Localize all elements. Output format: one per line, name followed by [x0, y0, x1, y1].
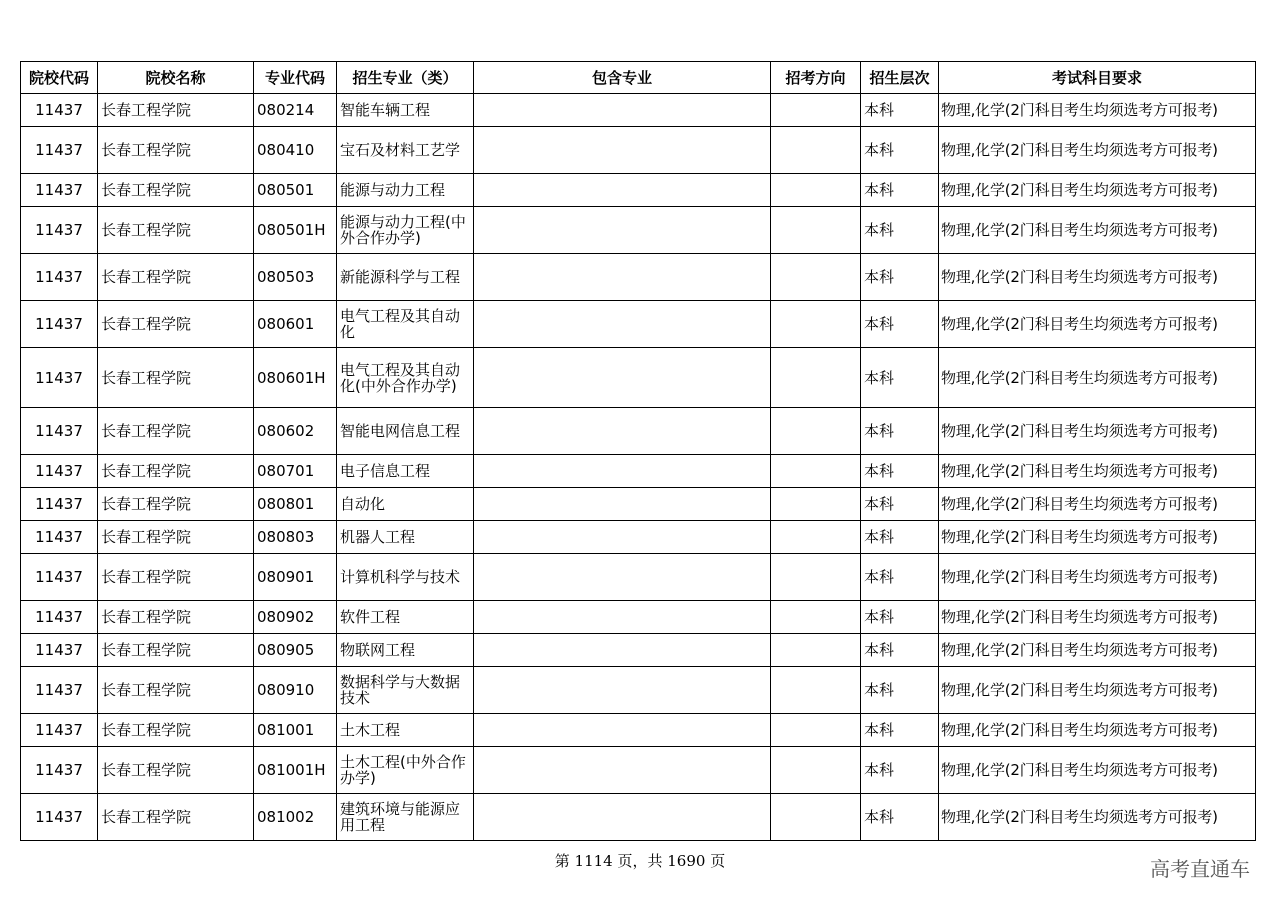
cell-direction: [771, 408, 861, 455]
cell-level: 本科: [861, 408, 939, 455]
cell-direction: [771, 667, 861, 714]
cell-level: 本科: [861, 714, 939, 747]
cell-school-name: 长春工程学院: [98, 301, 254, 348]
cell-major: 电气工程及其自动化(中外合作办学): [337, 348, 474, 408]
cell-subjects: 物理,化学(2门科目考生均须选考方可报考): [939, 127, 1256, 174]
cell-major-code: 080501H: [254, 207, 337, 254]
cell-direction: [771, 301, 861, 348]
cell-direction: [771, 601, 861, 634]
cell-direction: [771, 634, 861, 667]
cell-subjects: 物理,化学(2门科目考生均须选考方可报考): [939, 714, 1256, 747]
cell-subjects: 物理,化学(2门科目考生均须选考方可报考): [939, 408, 1256, 455]
cell-school-name: 长春工程学院: [98, 794, 254, 841]
cell-major-code: 080905: [254, 634, 337, 667]
cell-school-name: 长春工程学院: [98, 714, 254, 747]
cell-level: 本科: [861, 488, 939, 521]
cell-major-code: 080501: [254, 174, 337, 207]
cell-direction: [771, 794, 861, 841]
cell-major: 土木工程(中外合作办学): [337, 747, 474, 794]
cell-school-code: 11437: [21, 714, 98, 747]
cell-subjects: 物理,化学(2门科目考生均须选考方可报考): [939, 554, 1256, 601]
cell-includes: [474, 634, 771, 667]
cell-major: 宝石及材料工艺学: [337, 127, 474, 174]
cell-school-code: 11437: [21, 254, 98, 301]
page-number: 第 1114 页，共 1690 页: [554, 852, 726, 870]
cell-major-code: 080803: [254, 521, 337, 554]
cell-level: 本科: [861, 521, 939, 554]
cell-school-name: 长春工程学院: [98, 601, 254, 634]
cell-direction: [771, 455, 861, 488]
cell-school-code: 11437: [21, 794, 98, 841]
cell-subjects: 物理,化学(2门科目考生均须选考方可报考): [939, 634, 1256, 667]
cell-major-code: 080901: [254, 554, 337, 601]
cell-school-name: 长春工程学院: [98, 747, 254, 794]
cell-school-name: 长春工程学院: [98, 207, 254, 254]
cell-major: 新能源科学与工程: [337, 254, 474, 301]
cell-major: 智能车辆工程: [337, 94, 474, 127]
cell-subjects: 物理,化学(2门科目考生均须选考方可报考): [939, 488, 1256, 521]
cell-includes: [474, 714, 771, 747]
cell-major-code: 080902: [254, 601, 337, 634]
cell-school-name: 长春工程学院: [98, 455, 254, 488]
cell-school-code: 11437: [21, 634, 98, 667]
cell-school-name: 长春工程学院: [98, 254, 254, 301]
cell-subjects: 物理,化学(2门科目考生均须选考方可报考): [939, 207, 1256, 254]
cell-level: 本科: [861, 94, 939, 127]
cell-subjects: 物理,化学(2门科目考生均须选考方可报考): [939, 601, 1256, 634]
table-row: [21, 747, 1256, 794]
cell-major-code: 081001H: [254, 747, 337, 794]
cell-level: 本科: [861, 667, 939, 714]
cell-level: 本科: [861, 254, 939, 301]
table-row: [21, 667, 1256, 714]
cell-major-code: 080701: [254, 455, 337, 488]
cell-direction: [771, 488, 861, 521]
cell-level: 本科: [861, 348, 939, 408]
cell-includes: [474, 301, 771, 348]
cell-school-code: 11437: [21, 521, 98, 554]
cell-level: 本科: [861, 127, 939, 174]
cell-level: 本科: [861, 554, 939, 601]
table-row: [21, 127, 1256, 174]
cell-direction: [771, 554, 861, 601]
cell-school-name: 长春工程学院: [98, 488, 254, 521]
cell-includes: [474, 554, 771, 601]
cell-direction: [771, 747, 861, 794]
cell-major: 智能电网信息工程: [337, 408, 474, 455]
cell-includes: [474, 488, 771, 521]
cell-includes: [474, 207, 771, 254]
cell-school-name: 长春工程学院: [98, 127, 254, 174]
header-school-name: 院校名称: [98, 62, 254, 94]
table-row: [21, 488, 1256, 521]
cell-school-code: 11437: [21, 554, 98, 601]
header-includes: 包含专业: [474, 62, 771, 94]
cell-school-code: 11437: [21, 747, 98, 794]
cell-major-code: 080410: [254, 127, 337, 174]
cell-level: 本科: [861, 601, 939, 634]
cell-level: 本科: [861, 301, 939, 348]
header-direction: 招考方向: [771, 62, 861, 94]
cell-major-code: 080214: [254, 94, 337, 127]
table-header-row: [21, 62, 1256, 94]
cell-includes: [474, 667, 771, 714]
cell-direction: [771, 94, 861, 127]
table-row: [21, 554, 1256, 601]
table-row: [21, 601, 1256, 634]
cell-level: 本科: [861, 634, 939, 667]
cell-direction: [771, 174, 861, 207]
cell-major: 能源与动力工程(中外合作办学): [337, 207, 474, 254]
cell-school-code: 11437: [21, 601, 98, 634]
header-school-code: 院校代码: [21, 62, 98, 94]
cell-direction: [771, 348, 861, 408]
cell-level: 本科: [861, 174, 939, 207]
cell-school-code: 11437: [21, 207, 98, 254]
cell-includes: [474, 408, 771, 455]
header-level: 招生层次: [861, 62, 939, 94]
table-row: [21, 455, 1256, 488]
cell-includes: [474, 455, 771, 488]
cell-direction: [771, 254, 861, 301]
cell-subjects: 物理,化学(2门科目考生均须选考方可报考): [939, 747, 1256, 794]
cell-includes: [474, 254, 771, 301]
cell-includes: [474, 521, 771, 554]
cell-major: 电子信息工程: [337, 455, 474, 488]
watermark: 高考直通车: [1150, 857, 1250, 881]
table-row: [21, 634, 1256, 667]
cell-major-code: 081001: [254, 714, 337, 747]
cell-school-code: 11437: [21, 455, 98, 488]
cell-direction: [771, 207, 861, 254]
cell-includes: [474, 174, 771, 207]
table-row: [21, 207, 1256, 254]
cell-includes: [474, 747, 771, 794]
cell-includes: [474, 601, 771, 634]
cell-school-code: 11437: [21, 301, 98, 348]
cell-school-name: 长春工程学院: [98, 408, 254, 455]
cell-major: 机器人工程: [337, 521, 474, 554]
cell-subjects: 物理,化学(2门科目考生均须选考方可报考): [939, 521, 1256, 554]
cell-subjects: 物理,化学(2门科目考生均须选考方可报考): [939, 174, 1256, 207]
cell-direction: [771, 127, 861, 174]
cell-major-code: 080801: [254, 488, 337, 521]
cell-school-name: 长春工程学院: [98, 521, 254, 554]
cell-includes: [474, 127, 771, 174]
cell-subjects: 物理,化学(2门科目考生均须选考方可报考): [939, 667, 1256, 714]
cell-major: 电气工程及其自动化: [337, 301, 474, 348]
cell-school-code: 11437: [21, 348, 98, 408]
cell-major: 计算机科学与技术: [337, 554, 474, 601]
cell-major-code: 080601: [254, 301, 337, 348]
cell-major-code: 080602: [254, 408, 337, 455]
cell-level: 本科: [861, 207, 939, 254]
table-row: [21, 794, 1256, 841]
cell-major-code: 080503: [254, 254, 337, 301]
table-row: [21, 254, 1256, 301]
cell-school-name: 长春工程学院: [98, 554, 254, 601]
cell-level: 本科: [861, 455, 939, 488]
table-body: [21, 94, 1256, 841]
cell-major: 数据科学与大数据技术: [337, 667, 474, 714]
cell-school-code: 11437: [21, 488, 98, 521]
cell-major: 物联网工程: [337, 634, 474, 667]
table-row: [21, 94, 1256, 127]
header-major-code: 专业代码: [254, 62, 337, 94]
cell-major-code: 080601H: [254, 348, 337, 408]
cell-major: 软件工程: [337, 601, 474, 634]
cell-major: 土木工程: [337, 714, 474, 747]
header-subjects: 考试科目要求: [939, 62, 1256, 94]
table-row: [21, 301, 1256, 348]
table-row: [21, 348, 1256, 408]
cell-major: 建筑环境与能源应用工程: [337, 794, 474, 841]
cell-school-name: 长春工程学院: [98, 348, 254, 408]
cell-school-code: 11437: [21, 94, 98, 127]
cell-level: 本科: [861, 747, 939, 794]
cell-includes: [474, 348, 771, 408]
cell-includes: [474, 94, 771, 127]
cell-major-code: 080910: [254, 667, 337, 714]
cell-direction: [771, 714, 861, 747]
cell-subjects: 物理,化学(2门科目考生均须选考方可报考): [939, 94, 1256, 127]
cell-subjects: 物理,化学(2门科目考生均须选考方可报考): [939, 455, 1256, 488]
cell-subjects: 物理,化学(2门科目考生均须选考方可报考): [939, 348, 1256, 408]
cell-school-code: 11437: [21, 174, 98, 207]
cell-school-name: 长春工程学院: [98, 174, 254, 207]
cell-direction: [771, 521, 861, 554]
cell-includes: [474, 794, 771, 841]
admissions-table: [20, 61, 1256, 841]
table-row: [21, 521, 1256, 554]
table-row: [21, 714, 1256, 747]
cell-school-name: 长春工程学院: [98, 634, 254, 667]
cell-school-name: 长春工程学院: [98, 94, 254, 127]
table-row: [21, 174, 1256, 207]
cell-level: 本科: [861, 794, 939, 841]
cell-school-name: 长春工程学院: [98, 667, 254, 714]
cell-school-code: 11437: [21, 408, 98, 455]
cell-subjects: 物理,化学(2门科目考生均须选考方可报考): [939, 254, 1256, 301]
cell-major-code: 081002: [254, 794, 337, 841]
cell-school-code: 11437: [21, 127, 98, 174]
cell-major: 能源与动力工程: [337, 174, 474, 207]
cell-subjects: 物理,化学(2门科目考生均须选考方可报考): [939, 301, 1256, 348]
cell-major: 自动化: [337, 488, 474, 521]
header-major: 招生专业（类）: [337, 62, 474, 94]
cell-school-code: 11437: [21, 667, 98, 714]
table-row: [21, 408, 1256, 455]
cell-subjects: 物理,化学(2门科目考生均须选考方可报考): [939, 794, 1256, 841]
